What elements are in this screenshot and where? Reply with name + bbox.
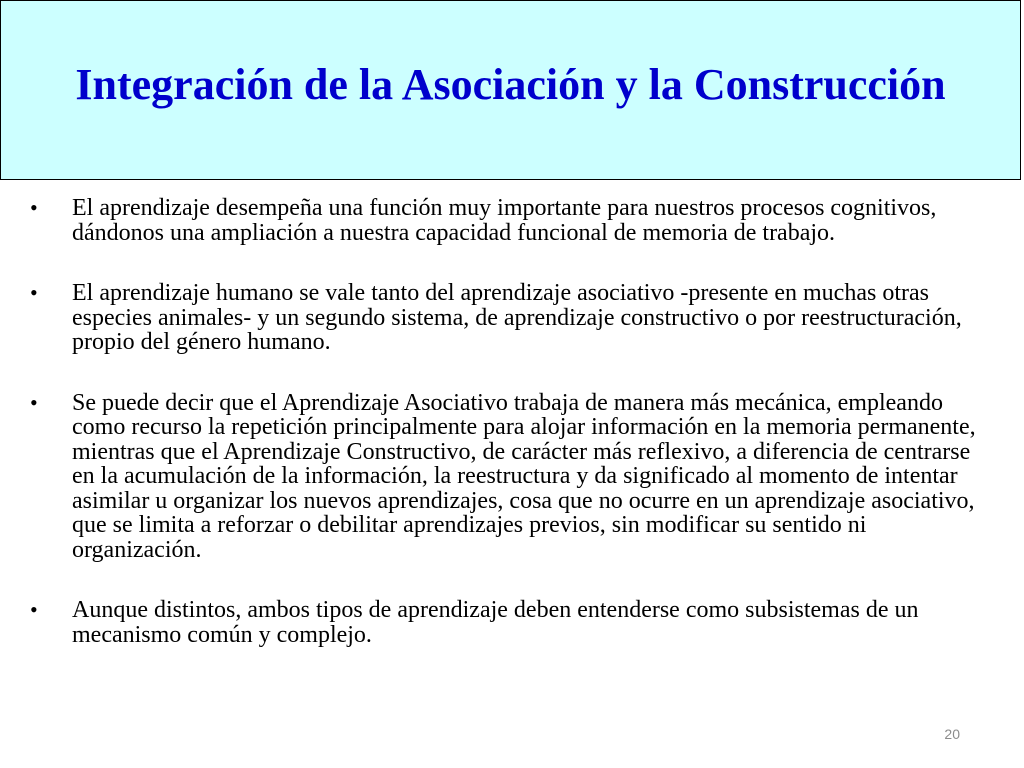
bullet-text: Se puede decir que el Aprendizaje Asociativo trabaja de manera más mecánica, empleando como recurso la repetición principalmente para alojar información en la memoria permanente, mientras que el Aprendizaje Constructivo, de carácter más reflexivo, a diferencia de centrarse en la acumulación de la información, la reestructura y da significado al momento de intentar asimilar u organizar los nuevos aprendizajes, cosa que no ocurre en un aprendizaje asociativo, que se limita a reforzar o debilitar aprendizajes previos, sin modificar su sentido ni organización. bbox=[72, 389, 976, 563]
bullet-item bbox=[30, 391, 990, 563]
bullet-icon: • bbox=[30, 195, 38, 220]
bullet-icon: • bbox=[30, 280, 38, 305]
bullet-list bbox=[30, 196, 990, 683]
bullet-item bbox=[30, 196, 990, 245]
bullet-icon: • bbox=[30, 597, 38, 622]
bullet-item bbox=[30, 598, 990, 647]
title-box bbox=[0, 0, 1021, 180]
bullet-icon: • bbox=[30, 389, 38, 415]
bullet-item bbox=[30, 281, 990, 355]
bullet-text: Aunque distintos, ambos tipos de aprendizaje deben entenderse como subsistemas de un mecanismo común y complejo. bbox=[72, 597, 919, 648]
bullet-text: El aprendizaje humano se vale tanto del aprendizaje asociativo -presente en muchas otras especies animales- y un segundo sistema, de aprendizaje constructivo o por reestructuración, propio del género humano. bbox=[72, 280, 962, 355]
slide-title: Integración de la Asociación y la Construcción bbox=[75, 60, 946, 109]
page-number: 20 bbox=[944, 726, 960, 742]
bullet-text: El aprendizaje desempeña una función muy importante para nuestros procesos cognitivos, dándonos una ampliación a nuestra capacidad funcional de memoria de trabajo. bbox=[72, 195, 937, 246]
